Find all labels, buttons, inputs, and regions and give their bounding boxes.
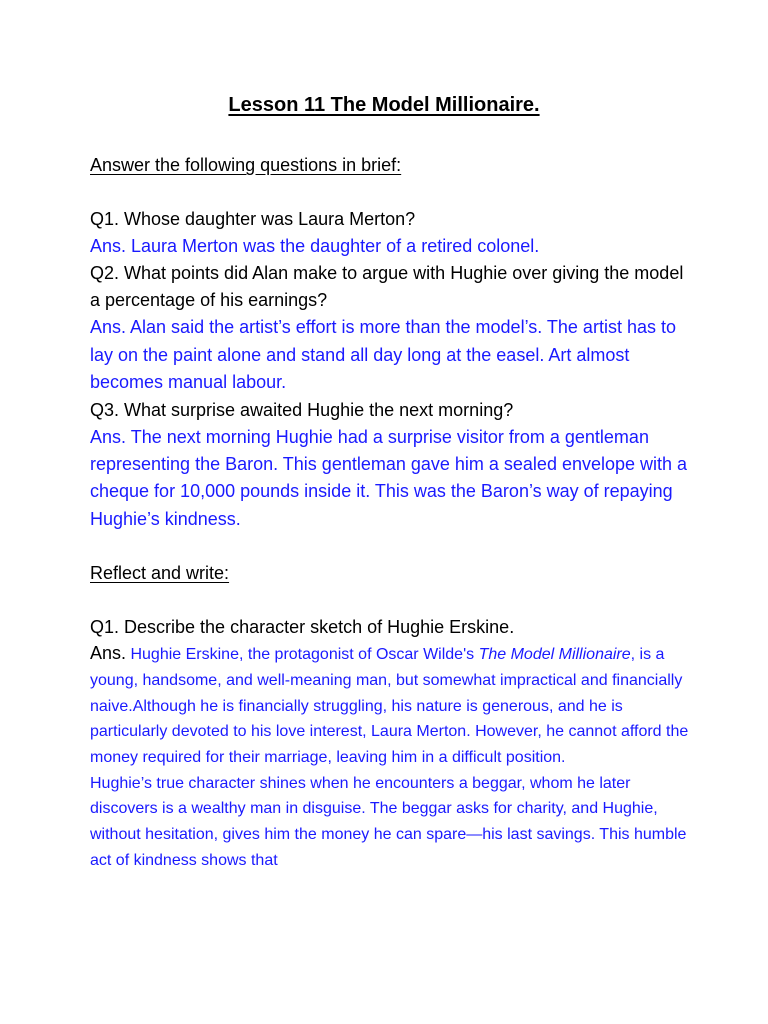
answer-text-part1: Hughie Erskine, the protagonist of Oscar Wilde's [126, 646, 479, 664]
answer-book-title: The Model Millionaire [478, 646, 631, 664]
question-1: Q1. Whose daughter was Laura Merton? [90, 209, 416, 229]
answer-3: Ans. The next morning Hughie had a surprise visitor from a gentleman representing the Baron. This gentleman gave him a sealed envelope with a cheque for 10,000 pounds inside it. This was the Baron’s way of repaying Hughie’s kindness. [90, 426, 688, 529]
section-heading-reflect: Reflect and write: [90, 563, 230, 584]
answer-2: Ans. Alan said the artist’s effort is more than the model’s. The artist has to lay on the paint alone and stand all day long at the easel. Art almost becomes manual labour. [90, 317, 676, 393]
section-heading-brief: Answer the following questions in brief: [90, 155, 402, 175]
question-3: Q3. What surprise awaited Hughie the next morning? [90, 399, 514, 420]
answer-text-part2: , is a young, handsome, and well-meaning man, but somewhat impractical and financially naive.Although he is financially struggling, his nature is generous, and he is particularly devoted to his love interest, Laura Merton. However, he cannot afford the money required for their marriage, leaving him in a difficult position. [90, 646, 689, 767]
document-body [90, 152, 690, 874]
reflect-question-1: Q1. Describe the character sketch of Hughie Erskine. [90, 617, 515, 638]
answer-label: Ans. [90, 643, 127, 664]
answer-1: Ans. Laura Merton was the daughter of a retired colonel. [90, 236, 540, 256]
reflect-answer-1 [90, 641, 690, 771]
reflect-answer-1-para2: Hughie’s true character shines when he encounters a beggar, whom he later discovers is a wealthy man in disguise. The beggar asks for charity, and Hughie, without hesitation, gives him the money he can spare—his last savings. This humble act of kindness shows that [90, 774, 687, 869]
question-2: Q2. What points did Alan make to argue with Hughie over giving the model a percentage of his earnings? [90, 263, 684, 311]
page-title: Lesson 11 The Model Millionaire. [228, 94, 540, 116]
